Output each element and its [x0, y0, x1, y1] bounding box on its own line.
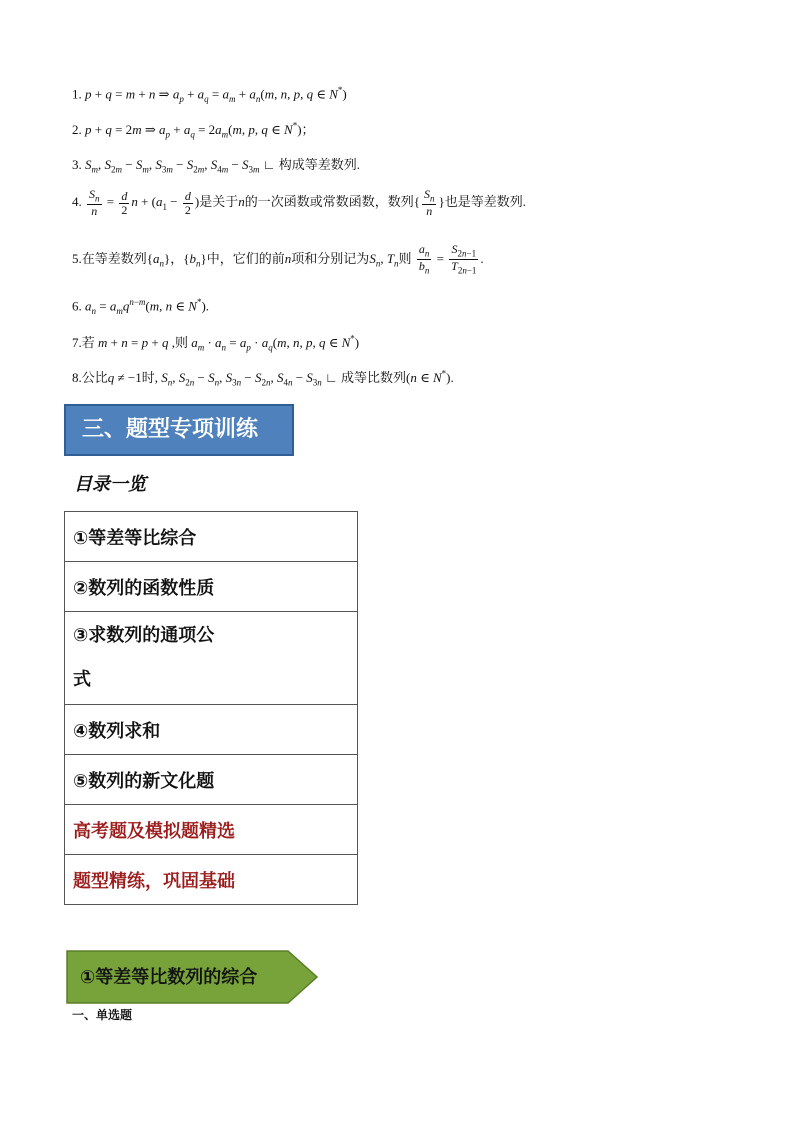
topic-title: ①等差等比数列的综合 — [80, 967, 258, 988]
toc-item-2[interactable]: ②数列的函数性质 — [65, 562, 358, 612]
formula-1: 1. p + q = m + n ⇒ $a_p + a_q = a_m + a_n(m$, n, p, q ∈ N*) — [72, 85, 347, 104]
toc-item-3-line1: ③求数列的通项公 — [73, 625, 215, 646]
toc-item-exam[interactable]: 高考题及模拟题精选 — [65, 805, 358, 855]
formula-5: 5.在等差数列$\{a_n\}$，$\{b_n\}$中，它们的前n项和分别记为$S_n$, $T_n$则 $\frac{a_n}{b_n}$ = $\frac{S_{2n-1}}{T_{2n-1}}$ . — [72, 242, 484, 276]
toc-item-practice[interactable]: 题型精练，巩固基础 — [65, 855, 358, 905]
formula-8-a: 8.公比 — [72, 370, 108, 385]
formula-4-tail: 的一次函数或常数函数，数列 — [244, 194, 414, 210]
toc-item-3-line2: 式 — [73, 669, 91, 690]
formula-4-end: 也是等差数列. — [444, 194, 526, 210]
formula-7-a: 7.若 — [72, 335, 95, 350]
formula-4-mid: 是关于 — [199, 194, 239, 210]
toc-title: 目录一览 — [74, 474, 146, 495]
section-banner: 三、题型专项训练 — [64, 404, 294, 456]
formula-5-b: ， — [170, 250, 184, 266]
toc-item-4[interactable]: ④数列求和 — [65, 705, 358, 755]
formula-7: 7.若 m + n = p + q ,则 $a_m \cdot a_n = a_p \cdot a_q(m$, n, p, q ∈ N*) — [72, 333, 360, 353]
toc-item-5[interactable]: ⑤数列的新文化题 — [65, 755, 358, 805]
formula-4: 4. $\frac{S_n}{n}$ = $\frac{d}{2}$ $n + (a_1$ − $\frac{d}{2}$ )是关于n的一次函数或常数函数，数列{ $\frac{S_n}{n}$ }也是等差数列. — [72, 187, 526, 219]
topic-arrow-box — [66, 950, 318, 1004]
toc-table — [64, 511, 358, 905]
formula-5-d: 项和分别记为 — [291, 250, 370, 266]
toc-item-3[interactable] — [65, 612, 358, 705]
formula-7-b: ,则 — [171, 335, 188, 350]
formula-5-c: 中，它们的前 — [206, 250, 285, 266]
toc-item-1[interactable]: ①等差等比综合 — [65, 512, 358, 562]
formula-5-a: 5.在等差数列 — [72, 250, 147, 266]
formula-2: 2. p + q = 2m ⇒ $a_p + a_q = 2a_m(m$, p, q ∈ N*)； — [72, 120, 315, 140]
subheading: 一、单选题 — [72, 1008, 133, 1022]
formula-6: 6. $a_n = a_mq^{n-m}(m$, n ∈ N*). — [72, 297, 210, 316]
formula-8-c: 成等比数列 — [341, 370, 407, 385]
formula-3-tail: 构成等差数列. — [278, 157, 361, 172]
formula-3: 3. $S_m$, $S_{2m} - S_m$, $S_{3m} - S_{2m}$, $S_{4m} - S_{3m}$ ∟ 构成等差数列. — [72, 157, 361, 175]
formula-8: 8.公比q ≠ −1时, $S_n$, $S_{2n} - S_n$, $S_{3n} - S_{2n}$, $S_{4n} - S_{3n}$ ∟ 成等比数列(n ∈ N*). — [72, 368, 454, 388]
formula-8-b: 时, — [141, 370, 158, 385]
formula-5-e: 则 — [398, 250, 412, 266]
